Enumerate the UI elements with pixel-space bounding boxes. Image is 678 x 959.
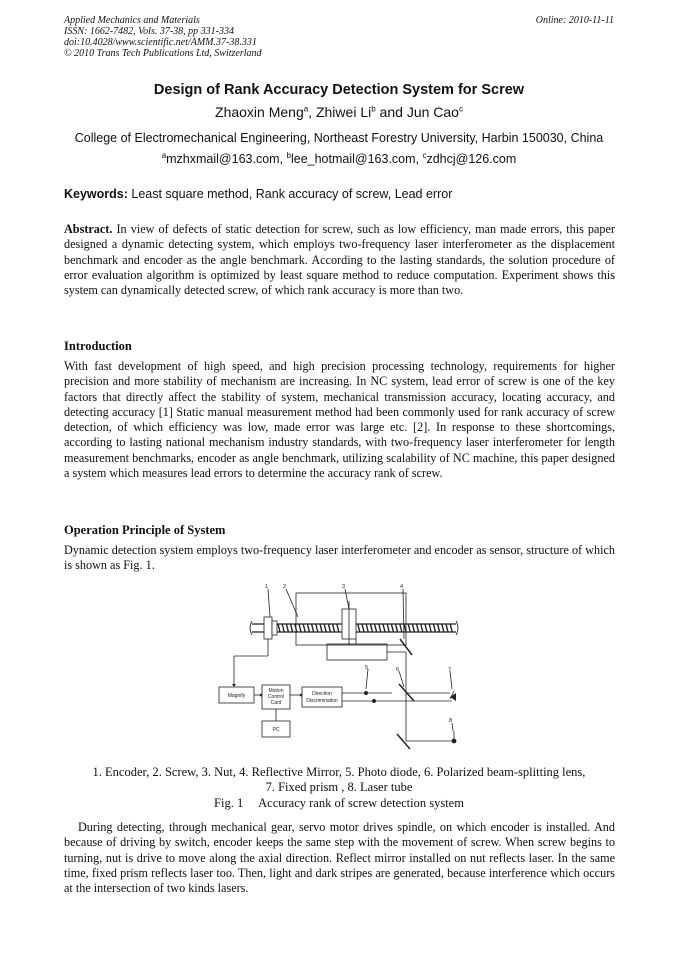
- thread-mark: [387, 624, 389, 632]
- discrimination-label: Discrimination: [306, 698, 338, 704]
- issn-line: ISSN: 1662-7482, Vols. 37-38, pp 331-334: [64, 26, 234, 37]
- thread-mark: [316, 624, 318, 632]
- author-sup: a: [303, 104, 309, 114]
- direction-box: [302, 687, 342, 707]
- thread-mark: [324, 624, 326, 632]
- thread-mark: [421, 624, 423, 632]
- label-4: 4: [400, 584, 404, 590]
- abstract-text: In view of defects of static detection for screw, such as low efficiency, man made errors, this paper designed a dynamic detecting system, which employs two-frequency laser interferometer as the displacement benchmark and encoder as the angle benchmark. According to the lasting standards, the solution procedure of error evaluation algorithm is optimized by least square method to reduce computation. Experiment shows this system can dynamically detected screw, of which rank accuracy is more than two.: [64, 222, 615, 298]
- keywords: [64, 187, 452, 201]
- figure-legend-line-1: 1. Encoder, 2. Screw, 3. Nut, 4. Reflective Mirror, 5. Photo diode, 6. Polarized beam-splitting lens,: [92, 765, 586, 779]
- thread-mark: [370, 624, 372, 632]
- mirror-carriage: [327, 644, 387, 660]
- magnify-label: Magnify: [227, 693, 246, 699]
- email-address: lee_hotmail@163.com: [290, 152, 416, 166]
- journal-header: [64, 15, 262, 59]
- email-sup: c: [422, 150, 427, 160]
- pc-label: PC: [272, 727, 280, 733]
- email-address: zdhcj@126.com: [426, 152, 517, 166]
- thread-mark: [303, 624, 305, 632]
- thread-mark: [379, 624, 381, 632]
- encoder-body: [264, 617, 272, 639]
- label-3: 3: [342, 584, 346, 590]
- operation-heading: Operation Principle of System: [64, 523, 226, 537]
- author-name: Jun Cao: [406, 104, 459, 120]
- thread-mark: [408, 624, 410, 632]
- email-list: $^a$mzhxmail@163.com, $^b$lee_hotmail@163.com, $^c$zdhcj@126.com: [161, 150, 517, 166]
- author-name: Zhaoxin Meng: [215, 104, 304, 120]
- doi-line: doi:10.4028/www.scientific.net/AMM.37-38.331: [64, 37, 257, 48]
- introduction-paragraph: With fast development of high speed, and high precision processing technology, requirements for higher precision and more stability of mechanism are increasing. In NC system, lead error of screw is one of the key factors that directly affect the stability of system, mechanical transmission accuracy, locating accuracy, and detecting accuracy [1] Static manual measurement method had been commonly used for rank accuracy of screw detection, of which efficiency was low, made error was large etc. [2]. In response to these shortcomings, according to lasting national mechanism industry standards, with two-frequency laser interferometer for length measurement benchmarks, encoder as angle benchmark, utilizing scalability of NC machine, this paper designed a system which measures lead errors to determine the accuracy rank of screw.: [64, 359, 615, 481]
- author-separator: ,: [308, 104, 316, 120]
- author-sup: b: [371, 104, 376, 114]
- thread-mark: [438, 624, 440, 632]
- author-sup: c: [458, 104, 463, 114]
- operation-paragraph: Dynamic detection system employs two-frequency laser interferometer and encoder as sensor, structure of which is shown as Fig. 1.: [64, 543, 615, 573]
- author-name: Zhiwei Li: [315, 104, 372, 120]
- thread-mark: [295, 624, 297, 632]
- thread-mark: [433, 624, 435, 632]
- control-label: Control: [267, 694, 285, 700]
- thread-mark: [366, 624, 368, 632]
- figure-1-diagram: [214, 581, 464, 759]
- introduction-heading: Introduction: [64, 339, 132, 353]
- affiliation: College of Electromechanical Engineering, Northeast Forestry University, Harbin 150030, China: [74, 131, 604, 145]
- email-address: mzhxmail@163.com: [166, 152, 280, 166]
- screw-threads: [278, 624, 452, 632]
- email-sup: b: [286, 150, 291, 160]
- abstract-label: Abstract.: [64, 222, 113, 236]
- label-5: 5: [365, 665, 369, 671]
- thread-mark: [307, 624, 309, 632]
- paper-title: Design of Rank Accuracy Detection System for Screw: [153, 82, 525, 98]
- direction-label: Direction: [312, 691, 332, 697]
- thread-mark: [320, 624, 322, 632]
- thread-mark: [425, 624, 427, 632]
- author-list: [0, 104, 678, 120]
- keywords-text: Least square method, Rank accuracy of screw, Lead error: [127, 187, 453, 201]
- thread-mark: [286, 624, 288, 632]
- thread-mark: [299, 624, 301, 632]
- label-6: 6: [396, 667, 400, 673]
- figure-legend-line-2: 7. Fixed prism , 8. Laser tube: [265, 780, 413, 794]
- thread-mark: [358, 624, 360, 632]
- thread-mark: [383, 624, 385, 632]
- thread-mark: [337, 624, 339, 632]
- email-sup: a: [161, 150, 167, 160]
- journal-name: Applied Mechanics and Materials: [64, 15, 200, 26]
- thread-mark: [400, 624, 402, 632]
- lower-mirror: [397, 734, 410, 749]
- figure-caption: Fig. 1 Accuracy rank of screw detection system: [214, 796, 464, 810]
- body-paragraph: During detecting, through mechanical gear, servo motor drives spindle, on which encoder is installed. And because of driving by switch, encoder keeps the same step with the movement of screw. When screw begins to turning, nut is drive to move along the axial direction. Reflect mirror installed on nut reflects laser. In the same time, fixed prism reflects laser too. Then, light and dark stripes are generated, because interference which occurs at the intersection of two kinds lasers.: [64, 820, 615, 896]
- thread-mark: [429, 624, 431, 632]
- abstract-paragraph: [64, 222, 615, 298]
- thread-mark: [362, 624, 364, 632]
- thread-mark: [278, 624, 280, 632]
- online-date: Online: 2010-11-11: [535, 15, 614, 26]
- thread-mark: [450, 624, 452, 632]
- author-separator: and: [375, 104, 407, 120]
- thread-mark: [417, 624, 419, 632]
- thread-mark: [446, 624, 448, 632]
- copyright-line: © 2010 Trans Tech Publications Ltd, Switzerland: [64, 48, 262, 59]
- label-2: 2: [283, 584, 287, 590]
- label-1: 1: [265, 584, 269, 590]
- thread-mark: [328, 624, 330, 632]
- thread-mark: [312, 624, 314, 632]
- thread-mark: [291, 624, 293, 632]
- motion-label: Motion: [268, 688, 284, 694]
- thread-mark: [442, 624, 444, 632]
- label-8: 8: [449, 718, 453, 724]
- thread-mark: [282, 624, 284, 632]
- thread-mark: [333, 624, 335, 632]
- card-label: Card: [270, 700, 282, 706]
- keywords-label: Keywords:: [64, 187, 128, 201]
- thread-mark: [375, 624, 377, 632]
- thread-mark: [396, 624, 398, 632]
- thread-mark: [391, 624, 393, 632]
- thread-mark: [412, 624, 414, 632]
- label-7: 7: [448, 667, 452, 673]
- beam-splitter: [399, 684, 414, 701]
